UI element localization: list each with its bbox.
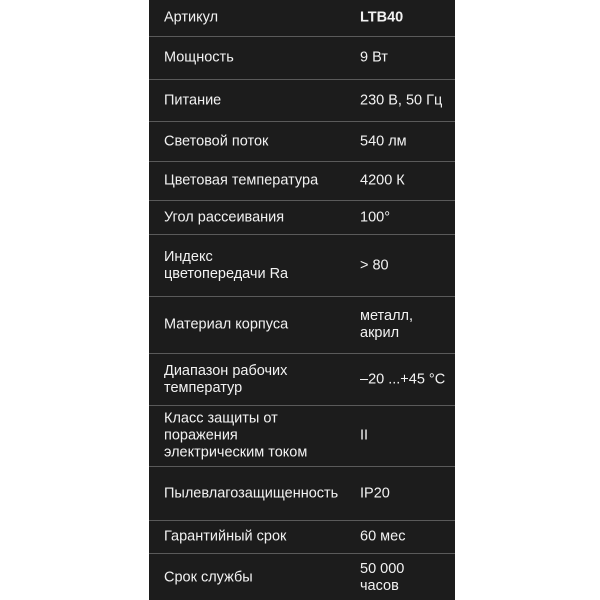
spec-row-supply <box>149 80 455 122</box>
spec-row-cri <box>149 235 455 297</box>
spec-label <box>164 10 349 27</box>
spec-row-power <box>149 37 455 80</box>
spec-value-line: 4200 К <box>360 172 405 189</box>
spec-value <box>360 371 452 388</box>
spec-label-line: Индекс <box>164 248 213 265</box>
spec-value-line: 540 лм <box>360 133 407 149</box>
spec-label-line: Артикул <box>164 9 219 26</box>
spec-value-line: часов <box>360 578 399 594</box>
spec-value-line: IP20 <box>360 485 390 501</box>
spec-value <box>360 428 452 445</box>
spec-label-line: электрическим током <box>164 444 308 461</box>
spec-value <box>360 173 452 190</box>
spec-value <box>360 485 452 502</box>
spec-label <box>164 249 349 283</box>
spec-label <box>164 570 349 587</box>
spec-label <box>164 363 349 397</box>
spec-label-line: Пылевлагозащищенность <box>164 485 339 501</box>
spec-value <box>360 209 452 226</box>
spec-row-protection-class <box>149 406 455 467</box>
spec-value-line: 230 В, 50 Гц <box>360 92 443 108</box>
spec-value-line: > 80 <box>360 257 389 273</box>
spec-row-warranty <box>149 521 455 554</box>
spec-value <box>360 561 452 595</box>
spec-value-line: 100° <box>360 209 390 225</box>
spec-label-line: Гарантийный срок <box>164 528 287 545</box>
spec-label-line: Класс защиты от <box>164 410 278 427</box>
spec-label <box>164 485 349 502</box>
spec-value <box>360 92 452 109</box>
spec-label <box>164 133 349 150</box>
spec-value <box>360 257 452 274</box>
spec-label-line: Световой поток <box>164 133 269 149</box>
spec-label <box>164 173 349 190</box>
spec-row-luminous-flux <box>149 122 455 162</box>
spec-label-line: поражения <box>164 427 238 444</box>
spec-row-service-life <box>149 554 455 600</box>
spec-label-line: Угол рассеивания <box>164 209 285 225</box>
spec-value-line: –20 ...+45 °С <box>360 371 446 387</box>
spec-value <box>360 50 452 67</box>
spec-label <box>164 209 349 226</box>
spec-value-line: 60 мес <box>360 528 406 545</box>
spec-value-line: LTB40 <box>360 9 404 26</box>
spec-value-line: металл, <box>360 308 414 324</box>
spec-value-line: 9 Вт <box>360 49 388 66</box>
spec-row-beam-angle <box>149 201 455 235</box>
spec-value-line: 50 000 <box>360 561 405 577</box>
spec-label <box>164 529 349 546</box>
spec-label <box>164 92 349 109</box>
spec-value-line: акрил <box>360 325 400 341</box>
spec-label <box>164 50 349 67</box>
spec-label-line: цветопередачи Ra <box>164 265 289 282</box>
spec-value <box>360 10 452 27</box>
spec-row-ingress-protection <box>149 467 455 521</box>
spec-row-article <box>149 0 455 37</box>
spec-label-line: Диапазон рабочих <box>164 362 288 379</box>
spec-label-line: Материал корпуса <box>164 316 289 333</box>
spec-row-housing-material <box>149 297 455 354</box>
spec-row-operating-temperature <box>149 354 455 406</box>
spec-value-line: II <box>360 427 369 444</box>
spec-label-line: Мощность <box>164 49 234 66</box>
spec-label-line: Питание <box>164 92 222 108</box>
spec-row-color-temperature <box>149 162 455 201</box>
spec-label <box>164 411 349 462</box>
spec-label-line: Цветовая температура <box>164 172 319 189</box>
spec-value <box>360 308 452 342</box>
spec-label <box>164 317 349 334</box>
spec-value <box>360 529 452 546</box>
spec-value <box>360 133 452 150</box>
spec-label-line: температур <box>164 379 243 396</box>
spec-table <box>149 0 455 600</box>
spec-label-line: Срок службы <box>164 569 253 586</box>
